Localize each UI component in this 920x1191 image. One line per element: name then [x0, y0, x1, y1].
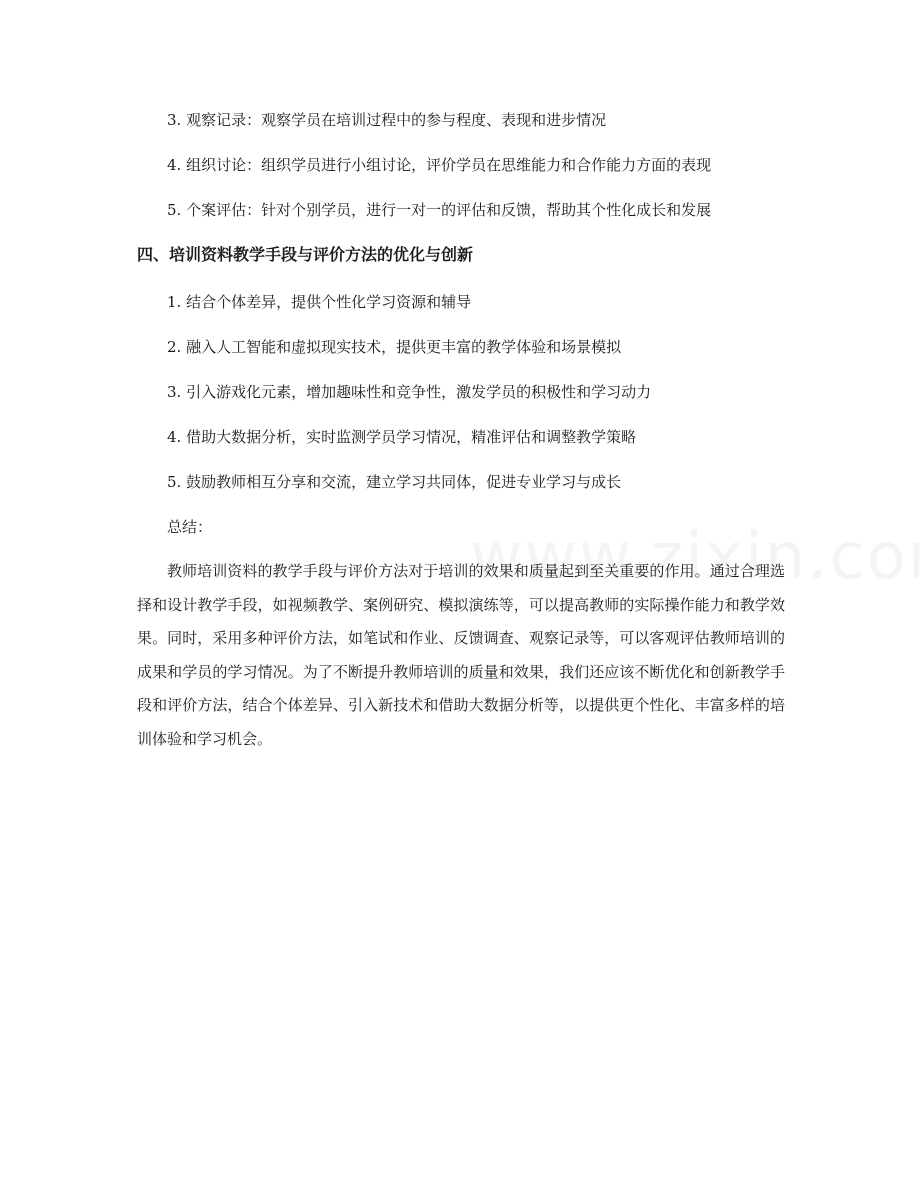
list-item: 4. 组织讨论：组织学员进行小组讨论，评价学员在思维能力和合作能力方面的表现	[167, 156, 712, 174]
list-item: 3. 引入游戏化元素，增加趣味性和竞争性，激发学员的积极性和学习动力	[167, 383, 652, 401]
list-item: 5. 鼓励教师相互分享和交流，建立学习共同体，促进专业学习与成长	[167, 473, 622, 491]
list-item: 1. 结合个体差异，提供个性化学习资源和辅导	[167, 293, 472, 311]
list-item: 2. 融入人工智能和虚拟现实技术，提供更丰富的教学体验和场景模拟	[167, 338, 622, 356]
document-body	[137, 103, 785, 756]
summary-label: 总结：	[167, 518, 213, 536]
section-heading: 四、培训资料教学手段与评价方法的优化与创新	[137, 245, 474, 264]
summary-paragraph: 教师培训资料的教学手段与评价方法对于培训的效果和质量起到至关重要的作用。通过合理选择和设计教学手段，如视频教学、案例研究、模拟演练等，可以提高教师的实际操作能力和教学效果。同时，采用多种评价方法，如笔试和作业、反馈调查、观察记录等，可以客观评估教师培训的成果和学员的学习情况。为了不断提升教师培训的质量和效果，我们还应该不断优化和创新教学手段和评价方法，结合个体差异、引入新技术和借助大数据分析等，以提供更个性化、丰富多样的培训体验和学习机会。	[137, 562, 785, 748]
list-item: 5. 个案评估：针对个别学员，进行一对一的评估和反馈，帮助其个性化成长和发展	[167, 201, 712, 219]
list-item: 3. 观察记录：观察学员在培训过程中的参与程度、表现和进步情况	[167, 111, 607, 129]
list-item: 4. 借助大数据分析，实时监测学员学习情况，精准评估和调整教学策略	[167, 428, 637, 446]
